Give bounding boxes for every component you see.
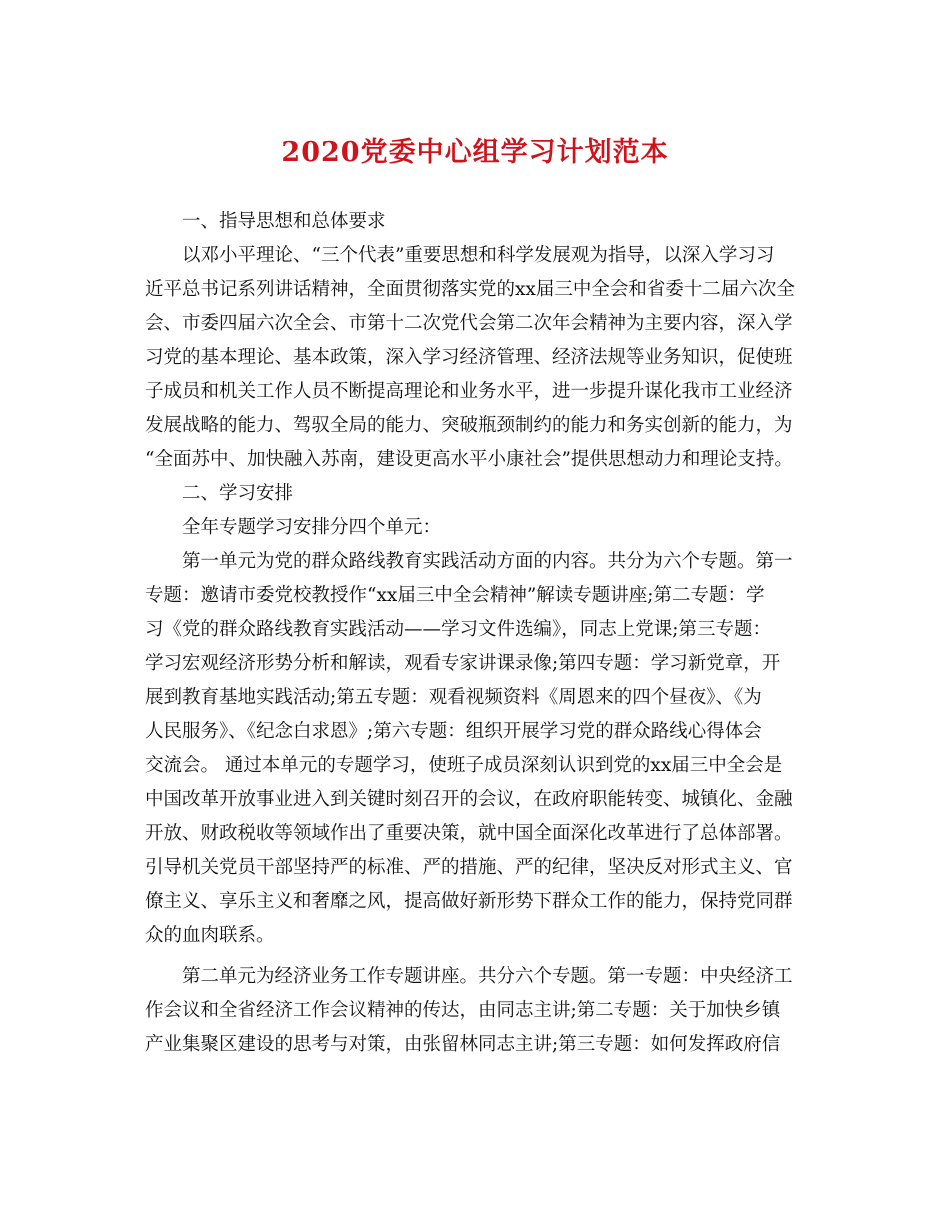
paragraph-line: 习党的基本理论、基本政策，深入学习经济管理、经济法规等业务知识，促使班 [145,347,793,368]
paragraph-line: 会、市委四届六次全会、市第十二次党代会第二次年会精神为主要内容，深入学 [145,313,793,334]
paragraph-line: 产业集聚区建设的思考与对策，由张留林同志主讲;第三专题：如何发挥政府信 [145,1034,781,1055]
paragraph-line: 展到教育基地实践活动;第五专题：观看视频资料《周恩来的四个昼夜》、《为 [145,687,762,708]
paragraph-line: 作会议和全省经济工作会议精神的传达，由同志主讲;第二专题：关于加快乡镇 [145,1000,781,1021]
paragraph-line: 第二单元为经济业务工作专题讲座。共分六个专题。第一专题：中央经济工 [182,966,793,987]
paragraph-line: “全面苏中、加快融入苏南，建设更高水平小康社会”提供思想动力和理论支持。 [145,449,793,470]
paragraph-line: 引导机关党员干部坚持严的标准、严的措施、严的纪律，坚决反对形式主义、官 [145,857,793,878]
paragraph-line: 开放、财政税收等领域作出了重要决策，就中国全面深化改革进行了总体部署。 [145,823,793,844]
paragraph-line: 习《党的群众路线教育实践活动——学习文件选编》，同志上党课;第三专题： [145,619,771,640]
paragraph-line: 交流会。 通过本单元的专题学习，使班子成员深刻认识到党的xx届三中全会是 [145,755,783,776]
section1-paragraph [145,239,813,477]
paragraph-line: 众的血肉联系。 [145,925,275,946]
unit2-paragraph [145,960,813,1062]
paragraph-line: 近平总书记系列讲话精神，全面贯彻落实党的xx届三中全会和省委十二届六次全 [145,279,795,300]
paragraph-line: 子成员和机关工作人员不断提高理论和业务水平，进一步提升谋化我市工业经济 [145,381,793,402]
unit1-paragraph [145,545,813,953]
paragraph-line: 中国改革开放事业进入到关键时刻召开的会议，在政府职能转变、城镇化、金融 [145,789,793,810]
paragraph-line: 第一单元为党的群众路线教育实践活动方面的内容。共分为六个专题。第一 [182,551,793,572]
section2-intro: 全年专题学习安排分四个单元： [182,517,442,538]
document-body [145,205,813,1062]
paragraph-line: 人民服务》、《纪念白求恩》;第六专题：组织开展学习党的群众路线心得体会 [145,721,762,742]
section1-heading: 一、指导思想和总体要求 [182,211,386,232]
document-title: 2020党委中心组学习计划范本 [281,137,669,168]
paragraph-line: 以邓小平理论、“三个代表”重要思想和科学发展观为指导，以深入学习习 [182,245,775,266]
paragraph-line: 发展战略的能力、驾驭全局的能力、突破瓶颈制约的能力和务实创新的能力，为 [145,415,793,436]
paragraph-line: 僚主义、享乐主义和奢靡之风，提高做好新形势下群众工作的能力，保持党同群 [145,891,793,912]
paragraph-line: 专题：邀请市委党校教授作“xx届三中全会精神”解读专题讲座;第二专题：学 [145,585,765,606]
section2-heading: 二、学习安排 [182,483,294,504]
paragraph-line: 学习宏观经济形势分析和解读，观看专家讲课录像;第四专题：学习新党章，开 [145,653,781,674]
